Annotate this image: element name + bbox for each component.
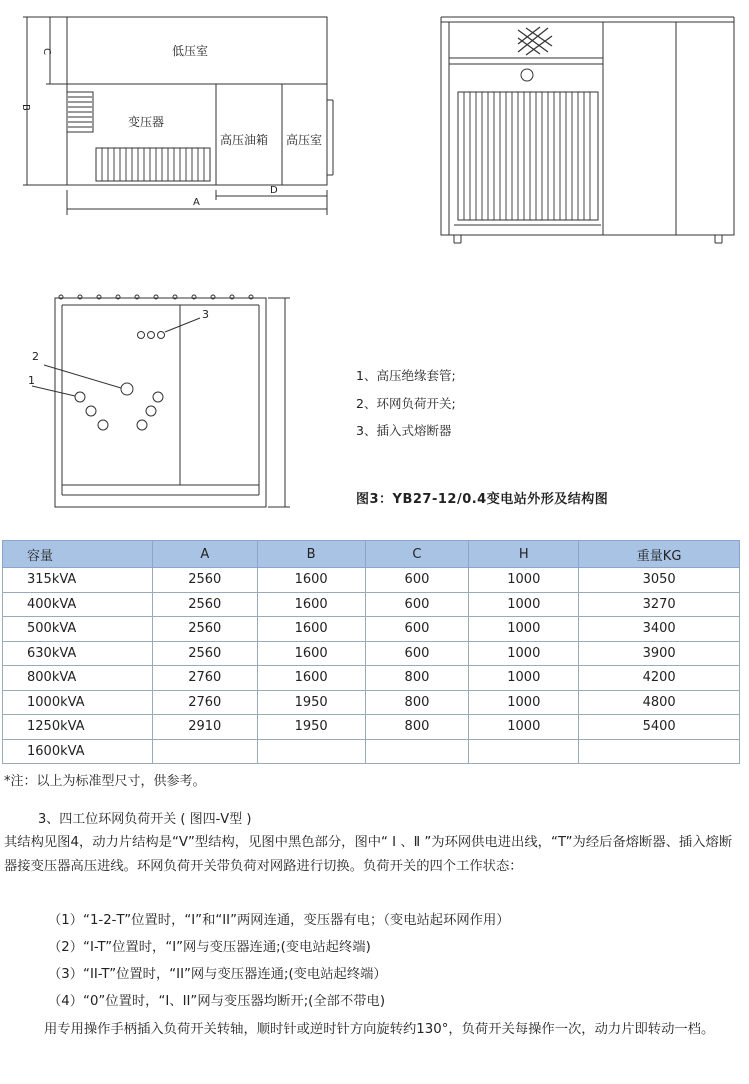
cell-h: 1000 (469, 641, 579, 666)
cell-c: 800 (365, 690, 469, 715)
cell-capacity: 1000kVA (3, 690, 153, 715)
cell-capacity: 800kVA (3, 666, 153, 691)
paragraph-operation: 用专用操作手柄插入负荷开关转轴，顺时针或逆时针方向旋转约130°，负荷开关每操作一次，动力片即转动一档。 (44, 1022, 715, 1037)
section-title: 3、四工位环网负荷开关 ( 图四-V型 ) (38, 812, 252, 827)
cell-b: 1950 (257, 715, 365, 740)
cell-weight: 4800 (579, 690, 740, 715)
cell-capacity: 400kVA (3, 592, 153, 617)
cell-capacity: 500kVA (3, 617, 153, 642)
dim-label-d: D (270, 185, 278, 196)
cell-a (152, 739, 257, 764)
callout-2: 2 (32, 350, 39, 363)
dim-label-a: A (193, 197, 200, 208)
dim-label-c: C (41, 48, 52, 55)
cell-h: 1000 (469, 617, 579, 642)
figure-caption: 图3：YB27-12/0.4变电站外形及结构图 (356, 492, 609, 507)
table-row (3, 666, 740, 691)
cell-a: 2910 (152, 715, 257, 740)
cell-b: 1600 (257, 617, 365, 642)
header-weight: 重量KG (579, 541, 740, 568)
table-row (3, 617, 740, 642)
cell-c: 800 (365, 666, 469, 691)
cell-weight: 5400 (579, 715, 740, 740)
table-row (3, 690, 740, 715)
cell-weight: 3400 (579, 617, 740, 642)
table-row (3, 568, 740, 593)
state-item-2: （2）“I-T”位置时，“I”网与变压器连通;(变电站起终端) (48, 940, 371, 955)
table-note: *注：以上为标准型尺寸，供参考。 (4, 774, 206, 789)
table-row (3, 641, 740, 666)
cell-a: 2560 (152, 617, 257, 642)
cell-a: 2560 (152, 568, 257, 593)
legend-item-2: 2、环网负荷开关; (356, 396, 456, 411)
cell-c: 600 (365, 592, 469, 617)
cell-a: 2560 (152, 641, 257, 666)
front-view-outline (441, 22, 734, 235)
structure-drawing (0, 0, 749, 530)
cell-b: 1600 (257, 666, 365, 691)
cell-capacity: 1600kVA (3, 739, 153, 764)
header-capacity: 容量 (3, 541, 153, 568)
cell-c (365, 739, 469, 764)
cell-a: 2760 (152, 690, 257, 715)
cell-h (469, 739, 579, 764)
paragraph-structure: 其结构见图4，动力片结构是“V”型结构，见图中黑色部分，图中“ Ⅰ 、Ⅱ ”为环网供电进出线，“T”为经后备熔断器、插入熔断器接变压器高压进线。环网负荷开关带负荷对网路进行切换。负荷开关的四个工作状态： (4, 835, 733, 874)
dim-label-b: B (20, 104, 31, 111)
cell-capacity: 630kVA (3, 641, 153, 666)
table-row (3, 592, 740, 617)
cell-b (257, 739, 365, 764)
header-a: A (152, 541, 257, 568)
legend-item-1: 1、高压绝缘套管; (356, 368, 456, 383)
cell-weight: 3270 (579, 592, 740, 617)
state-item-1: （1）“1-2-T”位置时，“I”和“II”两网连通，变压器有电；（变电站起环网作用） (48, 913, 510, 928)
header-b: B (257, 541, 365, 568)
cell-c: 800 (365, 715, 469, 740)
cell-a: 2760 (152, 666, 257, 691)
cell-weight: 3050 (579, 568, 740, 593)
cell-weight: 4200 (579, 666, 740, 691)
label-low-voltage-room: 低压室 (172, 44, 209, 58)
cell-h: 1000 (469, 690, 579, 715)
spec-table (2, 540, 740, 764)
table-header-row (3, 541, 740, 568)
cell-h: 1000 (469, 568, 579, 593)
state-item-3: （3）“II-T”位置时，“II”网与变压器连通;(变电站起终端） (48, 967, 387, 982)
legend-item-3: 3、插入式熔断器 (356, 423, 452, 438)
table-row (3, 715, 740, 740)
cell-capacity: 315kVA (3, 568, 153, 593)
label-hv-room: 高压室 (286, 133, 323, 147)
cell-b: 1600 (257, 641, 365, 666)
top-view-outline (67, 17, 327, 185)
callout-1: 1 (28, 374, 35, 387)
hv-room-outline (55, 298, 266, 507)
label-transformer: 变压器 (128, 115, 165, 129)
cell-b: 1950 (257, 690, 365, 715)
cell-c: 600 (365, 641, 469, 666)
cell-weight: 3900 (579, 641, 740, 666)
cell-b: 1600 (257, 592, 365, 617)
header-h: H (469, 541, 579, 568)
header-c: C (365, 541, 469, 568)
callout-3: 3 (202, 308, 209, 321)
cell-h: 1000 (469, 715, 579, 740)
state-item-4: （4）“0”位置时，“I、II”网与变压器均断开;(全部不带电) (48, 994, 386, 1009)
cell-a: 2560 (152, 592, 257, 617)
cell-h: 1000 (469, 592, 579, 617)
cell-h: 1000 (469, 666, 579, 691)
cell-b: 1600 (257, 568, 365, 593)
label-hv-oil-tank: 高压油箱 (220, 133, 269, 147)
cell-c: 600 (365, 617, 469, 642)
cell-capacity: 1250kVA (3, 715, 153, 740)
cell-weight (579, 739, 740, 764)
table-row (3, 739, 740, 764)
cell-c: 600 (365, 568, 469, 593)
